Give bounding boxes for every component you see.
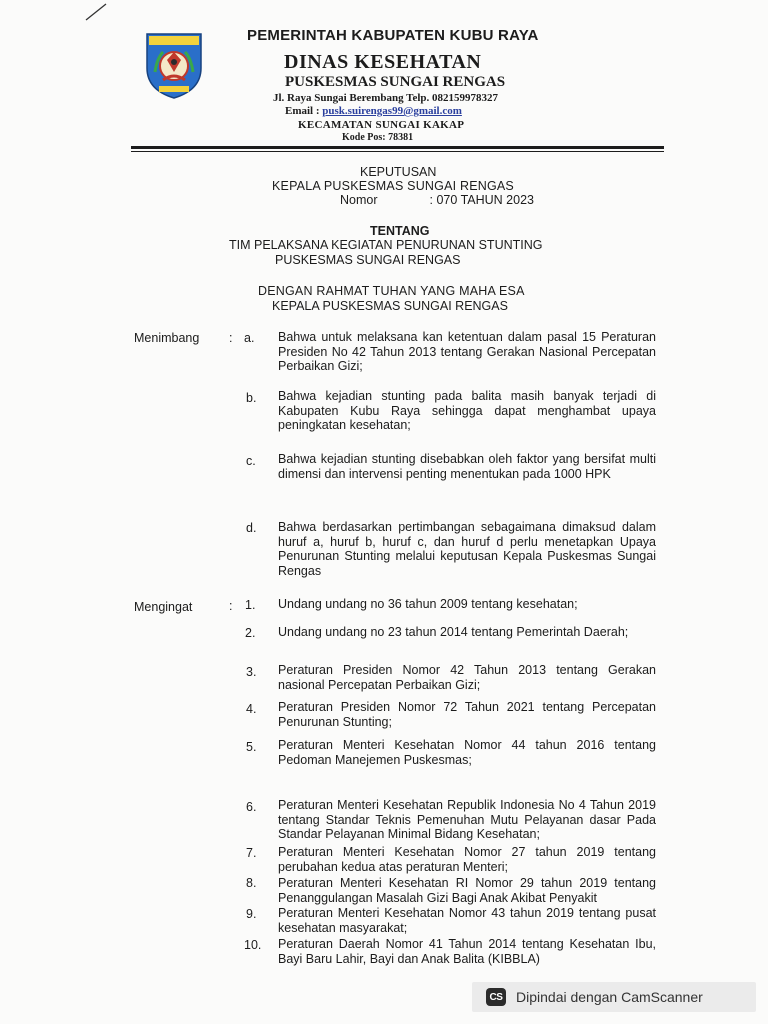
menimbang-item-b: Bahwa kejadian stunting pada balita masih banyak terjadi di Kabupaten Kubu Raya sehingga dapat menghambat upaya peningkatan kesehatan; xyxy=(278,389,656,432)
mengingat-item-5: Peraturan Menteri Kesehatan Nomor 44 tahun 2016 tentang Pedoman Manejemen Puskesmas; xyxy=(278,738,656,767)
header-address: Jl. Raya Sungai Berembang Telp. 082159978327 xyxy=(273,92,499,104)
decree-number xyxy=(340,193,534,207)
mengingat-mark-6: 6. xyxy=(246,800,257,814)
header-government: PEMERINTAH KABUPATEN KUBU RAYA xyxy=(247,27,539,44)
header-rule-thick xyxy=(131,146,664,149)
mengingat-mark-5: 5. xyxy=(246,740,257,754)
mengingat-item-6: Peraturan Menteri Kesehatan Republik Indonesia No 4 Tahun 2019 tentang Standar Teknis Pemenuhan Mutu Pelayanan dasar Pada Standar Pelayanan Minimal Bidang Kesehatan; xyxy=(278,798,656,841)
mengingat-item-10: Peraturan Daerah Nomor 41 Tahun 2014 tentang Kesehatan Ibu, Bayi Baru Lahir, Bayi dan Anak Balita (KIBBLA) xyxy=(278,937,656,966)
menimbang-item-c: Bahwa kejadian stunting disebabkan oleh faktor yang bersifat multi dimensi dan intervensi penting menentukan pada 1000 HPK xyxy=(278,452,656,481)
menimbang-label: Menimbang xyxy=(134,331,200,345)
menimbang-colon: : xyxy=(229,331,233,345)
mengingat-mark-10: 10. xyxy=(244,938,262,952)
mengingat-mark-3: 3. xyxy=(246,665,257,679)
decree-title: KEPUTUSAN xyxy=(360,165,437,179)
header-district: KECAMATAN SUNGAI KAKAP xyxy=(298,119,465,131)
menimbang-mark-d: d. xyxy=(246,521,257,535)
mengingat-mark-2: 2. xyxy=(245,626,256,640)
number-value: : 070 TAHUN 2023 xyxy=(429,193,534,207)
camscanner-icon: CS xyxy=(486,988,506,1006)
mengingat-label: Mengingat xyxy=(134,600,193,614)
mengingat-item-2: Undang undang no 23 tahun 2014 tentang Pemerintah Daerah; xyxy=(278,625,629,639)
header-email-line xyxy=(285,105,462,117)
menimbang-mark-a: a. xyxy=(244,331,255,345)
email-label: Email : xyxy=(285,105,323,117)
mengingat-colon: : xyxy=(229,599,233,613)
camscanner-text: Dipindai dengan CamScanner xyxy=(516,989,703,1005)
number-label: Nomor xyxy=(340,193,378,207)
mengingat-item-1: Undang undang no 36 tahun 2009 tentang kesehatan; xyxy=(278,597,578,611)
mengingat-item-7: Peraturan Menteri Kesehatan Nomor 27 tahun 2019 tentang perubahan kedua atas peraturan Menteri; xyxy=(278,845,656,874)
menimbang-mark-c: c. xyxy=(246,454,256,468)
mengingat-item-8: Peraturan Menteri Kesehatan RI Nomor 29 tahun 2019 tentang Penanggulangan Masalah Gizi Bagi Anak Akibat Penyakit xyxy=(278,876,656,905)
mengingat-mark-9: 9. xyxy=(246,907,257,921)
header-department: DINAS KESEHATAN xyxy=(284,51,482,73)
issuer-line-2: KEPALA PUSKESMAS SUNGAI RENGAS xyxy=(272,299,508,313)
menimbang-item-a: Bahwa untuk melaksana kan ketentuan dalam pasal 15 Peraturan Presiden No 42 Tahun 2013 tentang Gerakan Nasional Percepatan Perbaikan Gizi; xyxy=(278,330,656,373)
rahmat-line: DENGAN RAHMAT TUHAN YANG MAHA ESA xyxy=(258,284,525,298)
camscanner-watermark xyxy=(472,982,756,1012)
mengingat-item-3: Peraturan Presiden Nomor 42 Tahun 2013 tentang Gerakan nasional Percepatan Perbaikan Gizi; xyxy=(278,663,656,692)
kabupaten-logo xyxy=(143,28,205,100)
subject-line-1: TIM PELAKSANA KEGIATAN PENURUNAN STUNTING xyxy=(229,238,543,252)
menimbang-mark-b: b. xyxy=(246,391,257,405)
header-puskesmas: PUSKESMAS SUNGAI RENGAS xyxy=(285,74,506,90)
header-rule-thin xyxy=(131,151,664,152)
header-postal: Kode Pos: 78381 xyxy=(342,132,414,143)
email-link[interactable]: pusk.suirengas99@gmail.com xyxy=(322,105,462,117)
pen-mark xyxy=(84,0,114,22)
mengingat-mark-4: 4. xyxy=(246,702,257,716)
mengingat-item-4: Peraturan Presiden Nomor 72 Tahun 2021 tentang Percepatan Penurunan Stunting; xyxy=(278,700,656,729)
mengingat-item-9: Peraturan Menteri Kesehatan Nomor 43 tahun 2019 tentang pusat kesehatan masyarakat; xyxy=(278,906,656,935)
mengingat-mark-1: 1. xyxy=(245,598,256,612)
menimbang-item-d: Bahwa berdasarkan pertimbangan sebagaimana dimaksud dalam huruf a, huruf b, huruf c, dan huruf d perlu menetapkan Upaya Penurunan Stunting melalui keputusan Kepala Puskesmas Sungai Rengas xyxy=(278,520,656,578)
tentang-heading: TENTANG xyxy=(370,224,430,238)
subject-line-2: PUSKESMAS SUNGAI RENGAS xyxy=(275,253,461,267)
mengingat-mark-7: 7. xyxy=(246,846,257,860)
mengingat-mark-8: 8. xyxy=(246,876,257,890)
decree-issuer: KEPALA PUSKESMAS SUNGAI RENGAS xyxy=(272,179,514,193)
